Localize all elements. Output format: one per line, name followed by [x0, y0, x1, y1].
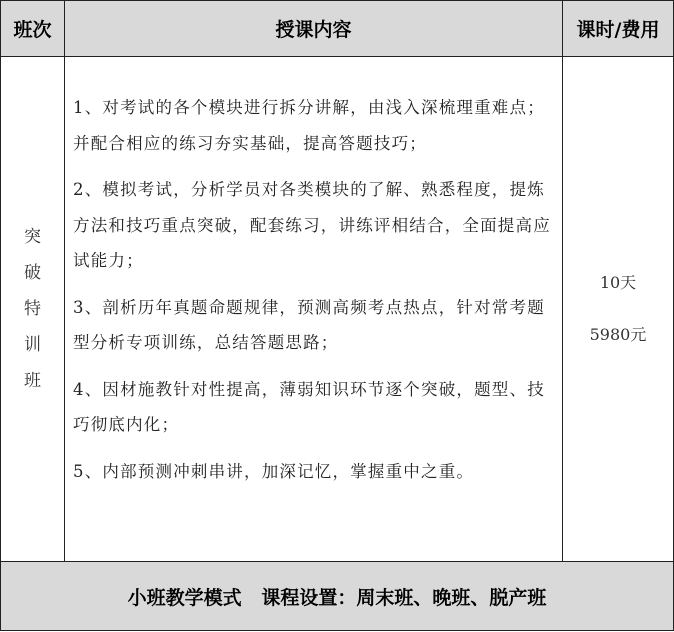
footer-cell — [1, 562, 673, 630]
header-class-label: 班次 — [13, 19, 52, 41]
header-fee-cell — [563, 1, 673, 56]
course-name-cell — [1, 57, 64, 561]
content-paragraph: 2、模拟考试，分析学员对各类模块的了解、熟悉程度，提炼方法和技巧重点突破，配套练习，讲练评相结合，全面提高应试能力； — [73, 180, 551, 270]
course-name-char: 班 — [24, 371, 41, 391]
course-name-char: 特 — [24, 299, 41, 319]
course-name-char: 突 — [24, 227, 41, 247]
content-paragraph: 5、内部预测冲刺串讲，加深记忆，掌握重中之重。 — [73, 461, 475, 481]
table-border-body-bottom — [0, 561, 674, 562]
table-border-col2 — [562, 0, 563, 562]
content-paragraph: 4、因材施教针对性提高，薄弱知识环节逐个突破，题型、技巧彻底内化； — [73, 379, 545, 434]
table-border-bottom — [0, 630, 674, 631]
course-price: 5980元 — [589, 325, 647, 344]
header-fee-label: 课时/费用 — [576, 19, 660, 41]
table-border-top — [0, 0, 674, 1]
course-name-char: 训 — [24, 335, 41, 355]
header-class-cell — [1, 1, 64, 56]
header-content-cell — [65, 1, 562, 56]
table-border-left — [0, 0, 1, 631]
course-duration: 10天 — [599, 273, 637, 292]
table-border-col1 — [64, 0, 65, 562]
course-fee-cell — [563, 57, 673, 561]
header-content-label: 授课内容 — [275, 19, 352, 41]
content-paragraph: 1、对考试的各个模块进行拆分讲解，由浅入深梳理重难点；并配合相应的练习夯实基础，提高答题技巧； — [73, 98, 545, 153]
table-border-header-bottom — [0, 56, 674, 57]
course-content-cell — [65, 57, 562, 561]
course-name-char: 破 — [24, 263, 41, 283]
footer-text: 小班教学模式 课程设置：周末班、晚班、脱产班 — [127, 586, 547, 609]
content-paragraph: 3、剖析历年真题命题规律，预测高频考点热点，针对常考题型分析专项训练，总结答题思路； — [73, 297, 545, 352]
